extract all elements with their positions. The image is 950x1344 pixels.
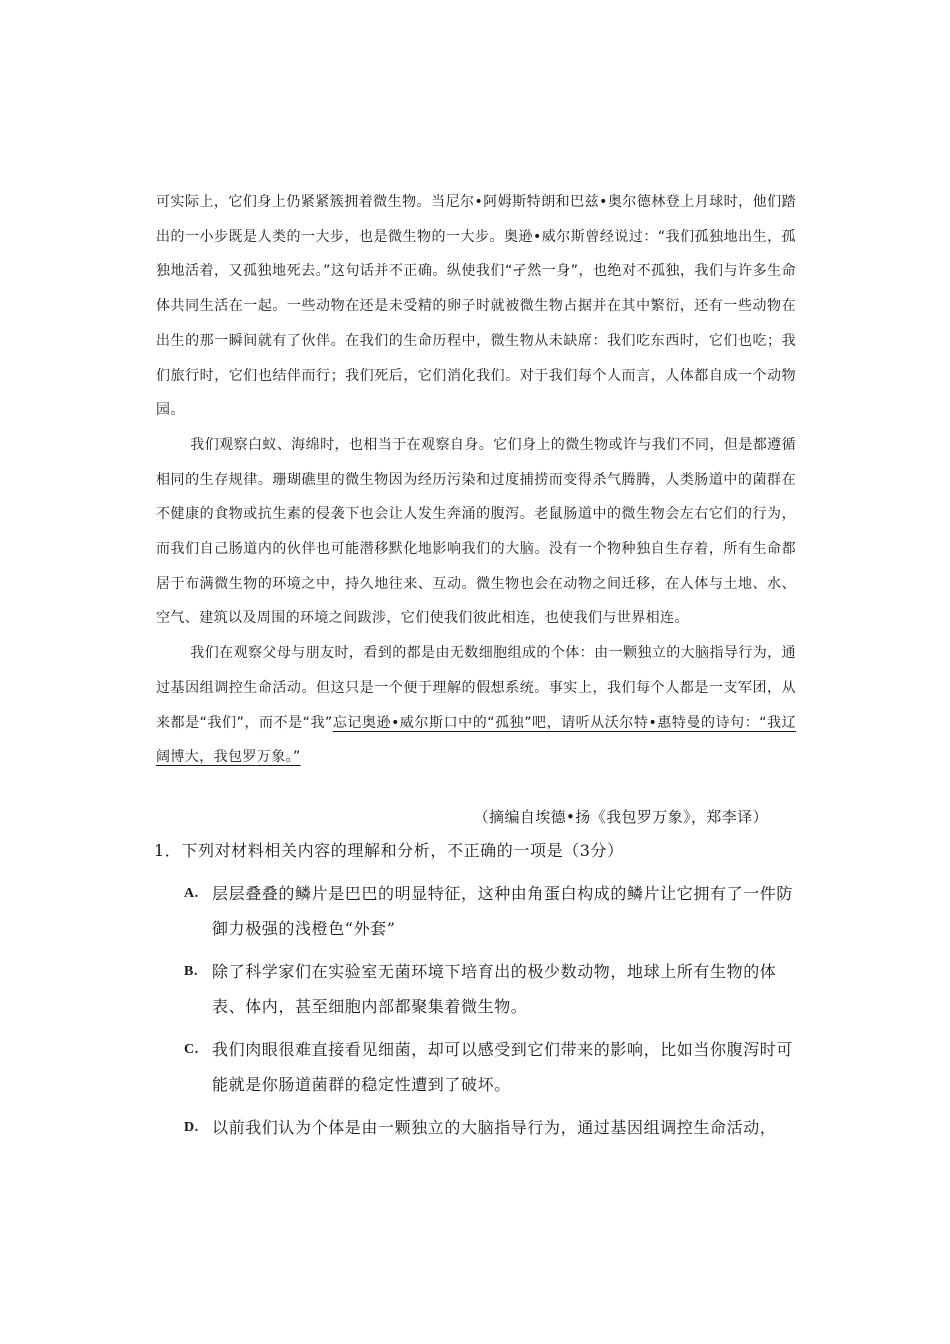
option-d-letter: D. (184, 1120, 199, 1135)
reading-passage (156, 185, 796, 775)
passage-paragraph-3 (156, 636, 796, 775)
option-a-letter: A. (184, 886, 199, 901)
option-a-text: 层层叠叠的鳞片是巴巴的明显特征，这种由角蛋白构成的鳞片让它拥有了一件防御力极强的浅橙色“外套” (212, 884, 794, 938)
option-b (152, 954, 802, 1024)
option-a (152, 876, 802, 946)
option-b-text: 除了科学家们在实验室无菌环境下培育出的极少数动物，地球上所有生物的体表、体内，甚至细胞内部都聚集着微生物。 (212, 962, 777, 1016)
option-c (152, 1032, 802, 1102)
question-1 (152, 834, 802, 1145)
passage-paragraph-2: 我们观察白蚁、海绵时，也相当于在观察自身。它们身上的微生物或许与我们不同，但是都遵循相同的生存规律。珊瑚礁里的微生物因为经历污染和过度捕捞而变得杀气腾腾，人类肠道中的菌群在不健康的食物或抗生素的侵袭下也会让人发生奔涌的腹泻。老鼠肠道中的微生物会左右它们的行为，而我们自己肠道内的伙伴也可能潜移默化地影响我们的大脑。没有一个物种独自生存着，所有生命都居于布满微生物的环境之中，持久地往来、互动。微生物也会在动物之间迁移，在人体与土地、水、空气、建筑以及周围的环境之间跋涉，它们使我们彼此相连，也使我们与世界相连。 (156, 436, 796, 627)
question-stem: 1．下列对材料相关内容的理解和分析，不正确的一项是（3分） (154, 841, 624, 860)
option-d (152, 1110, 802, 1145)
paragraph-3-text: 我们在观察父母与朋友时，看到的都是由无数细胞组成的个体：由一颗独立的大脑指导行为，通过基因组调控生命活动。但这只是一个便于理解的假想系统。事实上，我们每个人都是一支军团，从来都是“我们”，而不是“我” (156, 645, 796, 731)
option-b-letter: B. (184, 964, 199, 979)
paragraph-3-underlined-text: 忘记奥逊•威尔斯口中的“孤独”吧，请听从沃尔特•惠特曼的诗句：“我辽阔博大，我包罗万象。” (156, 714, 796, 766)
passage-paragraph-1: 可实际上，它们身上仍紧紧簇拥着微生物。当尼尔•阿姆斯特朗和巴兹•奥尔德林登上月球时，他们踏出的一小步既是人类的一大步，也是微生物的一大步。奥逊•威尔斯曾经说过：“我们孤独地出生，孤独地活着，又孤独地死去。”这句话并不正确。纵使我们“孑然一身”，也绝对不孤独，我们与许多生命体共同生活在一起。一些动物在还是未受精的卵子时就被微生物占据并在其中繁衍，还有一些动物在出生的那一瞬间就有了伙伴。在我们的生命历程中，微生物从未缺席：我们吃东西时，它们也吃；我们旅行时，它们也结伴而行；我们死后，它们消化我们。对于我们每个人而言，人体都自成一个动物园。 (156, 194, 796, 419)
option-c-text: 我们肉眼很难直接看见细菌，却可以感受到它们带来的影响，比如当你腹泻时可能就是你肠道菌群的稳定性遭到了破坏。 (212, 1040, 794, 1094)
option-c-letter: C. (184, 1042, 199, 1057)
option-d-text: 以前我们认为个体是由一颗独立的大脑指导行为，通过基因组调控生命活动， (212, 1118, 777, 1137)
source-citation: （摘编自埃德•扬《我包罗万象》，郑李译） (473, 808, 768, 826)
